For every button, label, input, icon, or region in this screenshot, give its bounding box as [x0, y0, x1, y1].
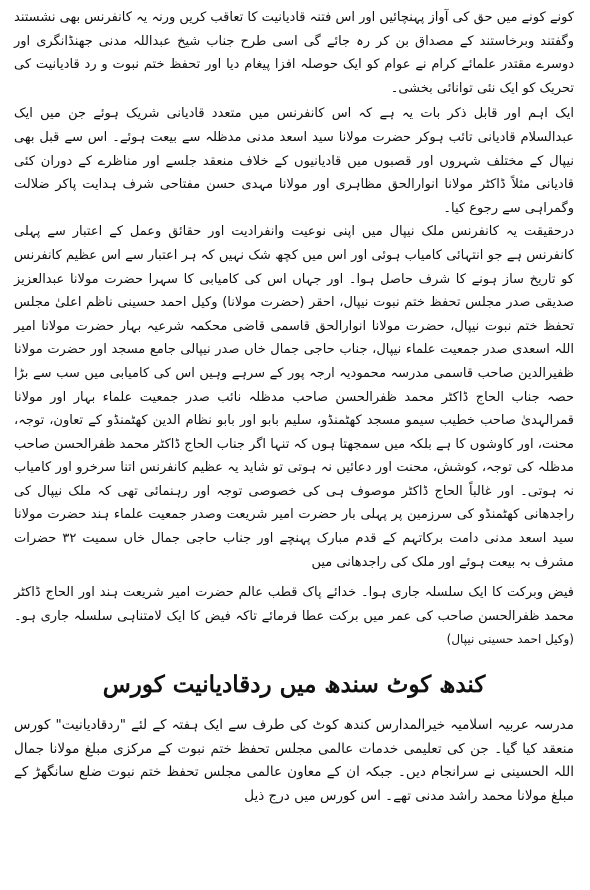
paragraph-4-text: فیض وبرکت کا ایک سلسلہ جاری ہوا۔ خدائے پاک قطب عالم حضرت امیر شریعت ہند اور الحاج ڈاکٹر محمد ظفرالحسن صاحب کی عمر میں برکت عطا فرمائے تاکہ فیض کا ایک لامتناہی سلسلہ جاری ہو۔: [14, 585, 574, 624]
section-paragraph: مدرسہ عربیہ اسلامیہ خیرالمدارس کندھ کوٹ کی طرف سے ایک ہفتہ کے لئے "ردقادیانیت" کورس منعقد کیا گیا۔ جن کی تعلیمی خدمات عالمی مجلس تحفظ ختم نبوت کے مرکزی مبلغ مولانا جمال اللہ الحسینی نے سرانجام دیں۔ جبکہ ان کے معاون عالمی مجلس تحفظ ختم نبوت ضلع سانگھڑ کے مبلغ مولانا محمد راشد مدنی تھے۔ اس کورس میں درج ذیل: [14, 717, 574, 804]
author-signature: (وکیل احمد حسینی نیپال): [446, 632, 574, 647]
paragraph-2: ایک اہم اور قابل ذکر بات یہ ہے کہ اس کانفرنس میں متعدد قادیانی شریک ہوئے جن میں ایک عبدالسلام قادیانی تائب ہوکر حضرت مولانا سید اسعد مدنی مدظلہ سے بیعت ہوئے۔ اس سے قبل بھی نیپال کے مختلف شہروں اور قصبوں میں قادیانیوں کے خلاف منعقد جلسے اور مناظرے کے دوران کئی قادیانی مثلاً ڈاکٹر مولانا انوارالحق مظاہری اور مولانا مہدی حسن مفتاحی شرف ہدایت پاکر ضلالت وگمراہی سے رجوع کیا۔: [14, 106, 574, 216]
paragraph-3: درحقیقت یہ کانفرنس ملک نیپال میں اپنی نوعیت وانفرادیت اور حقائق وعمل کے اعتبار سے پہلی کانفرنس ہے جو انتہائی کامیاب ہوئی اور اس میں کچھ شک نہیں کہ ہر اعتبار سے اس عظیم کانفرنس کو تاریخ ساز ہونے کا شرف حاصل ہوا۔ اور جہاں اس کی کامیابی کا سہرا حضرت مولانا عبدالعزیز صدیقی صدر مجلس تحفظ ختم نبوت نیپال، احقر (حضرت مولانا) وکیل احمد حسینی ناظم اعلیٰ مجلس تحفظ ختم نبوت نیپال، حضرت مولانا انوارالحق قاسمی قاضی محکمہ شرعیہ بہار حضرت مولانا امیر اللہ اسعدی صدر جمعیت علماء نیپال، جناب حاجی جمال خاں صدر نیپالی جامع مسجد اور حضرت مولانا ظفیرالدین صاحب قاسمی مدرسہ محمودیہ ارجہ پور کے سرہے وہیں اس کی کامیابی میں سب سے بڑا حصہ جناب الحاج ڈاکٹر محمد ظفرالحسن صاحب مدظلہ نائب صدر جمعیت علماء بہار اور مولانا قمرالہدیٰ صاحب خطیب سیمو مسجد کھٹمنڈو، سلیم بابو اور بابو نظام الدین کھٹمنڈو کے تعاون، توجہ، محنت، اور کاوشوں کا ہے بلکہ میں سمجھتا ہوں کہ تنہا اگر جناب الحاج ڈاکٹر محمد ظفرالحسن صاحب مدظلہ کی توجہ، کوشش، محنت اور دعائیں نہ ہوتی تو شاید یہ عظیم کانفرنس اتنا سرخرو اور کامیاب نہ ہوتی۔ اور غالباً الحاج ڈاکٹر موصوف ہی کی خصوصی توجہ اور رہنمائی تھی کہ ملک نیپال کی راجدھانی کھٹمنڈو کی سرزمین پر پہلی بار حضرت امیر شریعت وصدر جمعیت علماء ہند حضرت مولانا سید اسعد مدنی دامت برکاتہم کے قدم مبارک پہنچے اور جناب حاجی جمال خاں سمیت ۳۲ حضرات مشرف بہ بیعت ہوئے اور ملک کی راجدھانی میں: [14, 224, 574, 570]
paragraph-4: [14, 581, 574, 652]
section-headline: کندھ کوٹ سندھ میں ردقادیانیت کورس: [102, 671, 486, 699]
paragraph-1: کونے کونے میں حق کی آواز پہنچائیں اور اس فتنہ قادیانیت کا تعاقب کریں ورنہ یہ کانفرنس بھی نشستند وگفتند وبرخاستند کے مصداق بن کر رہ جائے گی اسی طرح جناب شیخ عبداللہ مدنی جھنڈانگری اور دوسرے مقتدر علمائے کرام نے عوام کو ایک حوصلہ افزا پیغام دیا اور تحفظ ختم نبوت و رد قادیانیت کی تحریک کو ایک نئی توانائی بخشی۔: [14, 10, 574, 96]
